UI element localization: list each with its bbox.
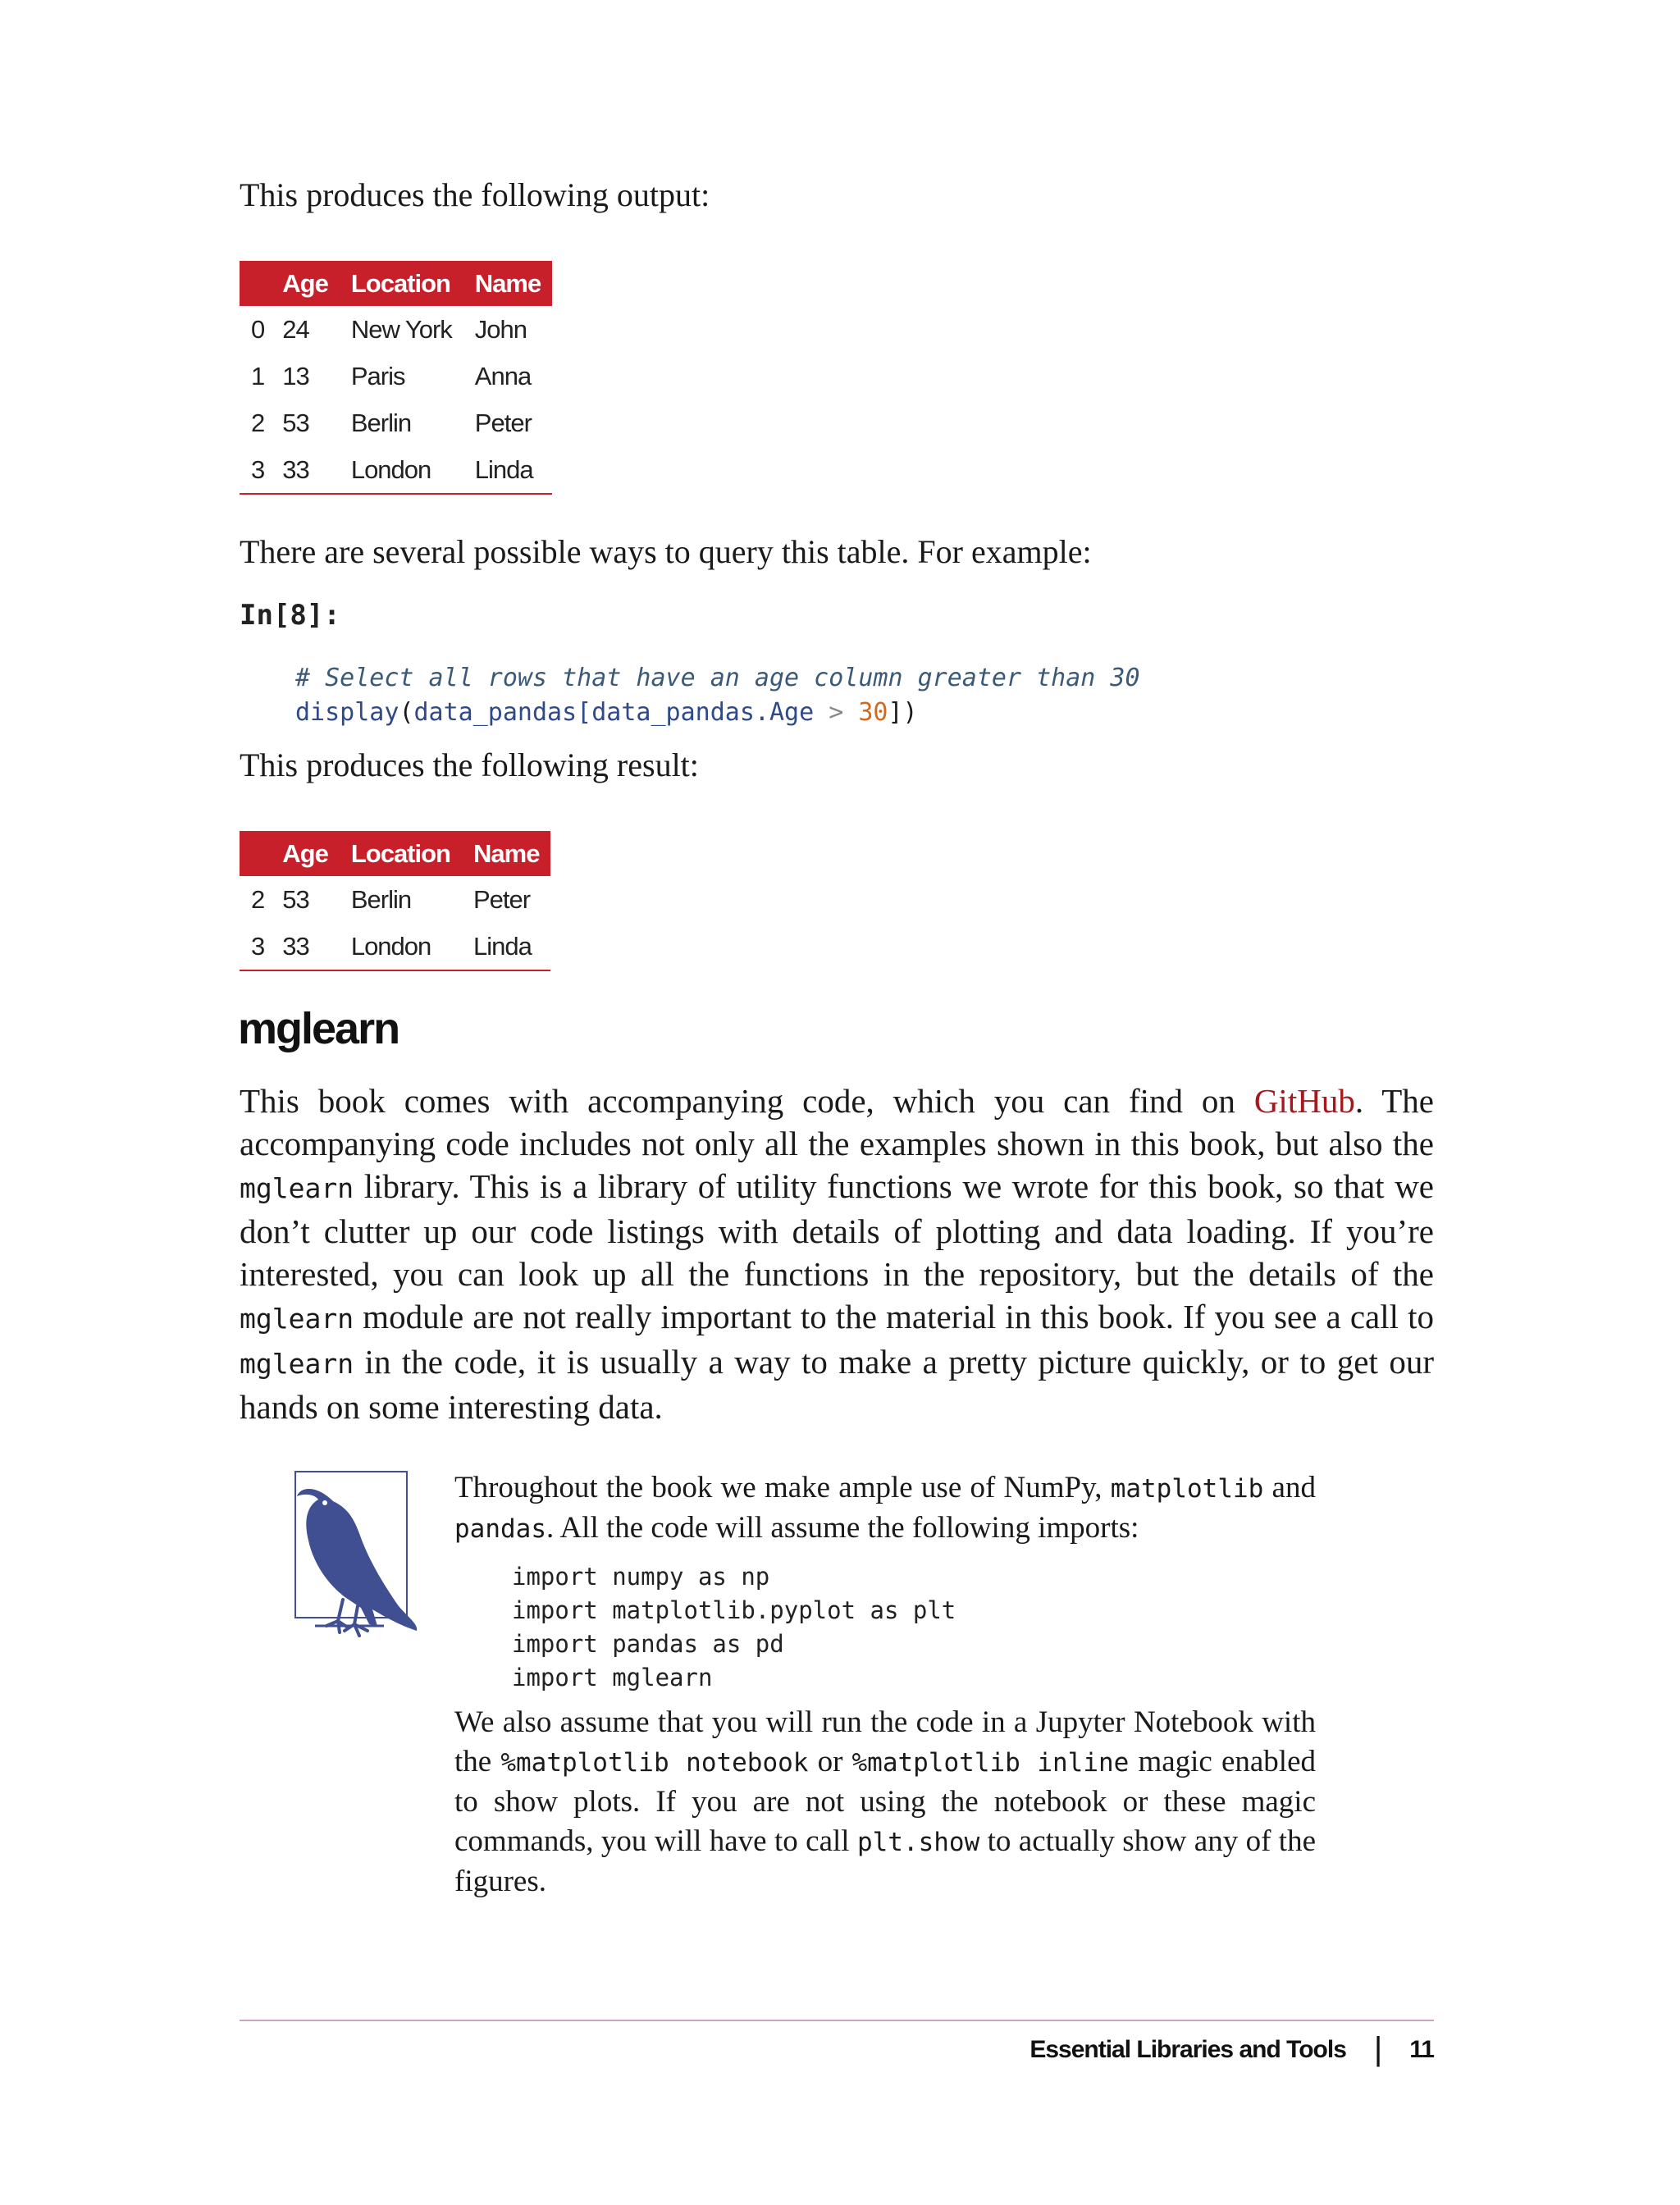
age-cell: 53 bbox=[282, 884, 309, 914]
table-row bbox=[240, 399, 552, 446]
page-footer bbox=[1029, 2031, 1434, 2068]
table-header-row bbox=[240, 831, 550, 876]
paragraph-text: in the code, it is usually a way to make a pretty picture quickly, or to get our hands on some interesting data. bbox=[240, 1343, 1434, 1426]
age-header: Age bbox=[271, 831, 340, 876]
import-line: import pandas as pd bbox=[512, 1630, 784, 1658]
inline-code: mglearn bbox=[240, 1172, 354, 1204]
dataframe-table-2 bbox=[240, 831, 550, 971]
dataframe-table-1 bbox=[240, 261, 552, 495]
row-index: 3 bbox=[240, 446, 271, 494]
note-text: to actually show any of the figures. bbox=[454, 1824, 1316, 1898]
note-text: We also assume that you will run the code in a Jupyter Notebook with the bbox=[454, 1705, 1316, 1778]
location-cell: New York bbox=[350, 314, 452, 344]
inline-code: mglearn bbox=[240, 1303, 354, 1335]
location-cell: Berlin bbox=[350, 408, 412, 437]
location-cell: London bbox=[340, 923, 462, 970]
page-number: 11 bbox=[1409, 2035, 1434, 2063]
table-row bbox=[240, 306, 552, 353]
table-row bbox=[240, 923, 550, 970]
location-header: Location bbox=[340, 261, 463, 306]
inline-code: pandas bbox=[454, 1514, 546, 1544]
code-close: ]) bbox=[888, 698, 918, 727]
table-row bbox=[240, 446, 552, 494]
github-link[interactable]: GitHub bbox=[1253, 1082, 1355, 1120]
age-cell: 53 bbox=[282, 408, 309, 437]
row-index: 2 bbox=[251, 408, 265, 437]
intro-output-text: This produces the following output: bbox=[240, 176, 710, 213]
table-row bbox=[240, 353, 552, 399]
age-cell: 24 bbox=[282, 314, 309, 344]
note-text: or bbox=[808, 1745, 852, 1778]
row-index: 2 bbox=[251, 884, 265, 914]
location-cell: Paris bbox=[350, 361, 405, 390]
row-index: 0 bbox=[251, 314, 265, 344]
section-heading: mglearn bbox=[238, 1004, 399, 1053]
note-paragraph-2 bbox=[454, 1703, 1316, 1901]
query-intro-text: There are several possible ways to query this table. For example: bbox=[240, 533, 1092, 570]
import-line: import mglearn bbox=[512, 1664, 713, 1691]
code-function: display bbox=[295, 698, 399, 727]
note-text: and bbox=[1263, 1471, 1316, 1504]
name-cell: Anna bbox=[474, 361, 532, 390]
note-box bbox=[454, 1468, 1316, 1901]
index-header bbox=[240, 831, 271, 876]
footer-rule bbox=[240, 2020, 1434, 2021]
code-number: 30 bbox=[858, 698, 888, 727]
paragraph-text: This book comes with accompanying code, which you can find on bbox=[240, 1082, 1254, 1120]
table-header-row bbox=[240, 261, 552, 306]
index-header bbox=[240, 261, 271, 306]
bird-icon bbox=[294, 1470, 425, 1642]
note-text: Throughout the book we make ample use of NumPy, bbox=[454, 1471, 1111, 1504]
row-index: 3 bbox=[240, 923, 271, 970]
paragraph-text: library. This is a library of utility functions we wrote for this book, so that we don’t clutter up our code listings with details of plotting and data loading. If you’re interested, you can look up all the functions in the repository, but the details of the bbox=[240, 1167, 1434, 1293]
age-cell: 33 bbox=[271, 923, 340, 970]
table-row bbox=[240, 876, 550, 923]
footer-title: Essential Libraries and Tools bbox=[1029, 2035, 1346, 2063]
location-cell: London bbox=[340, 446, 463, 494]
cell-prompt: In[8]: bbox=[240, 599, 340, 632]
name-header: Name bbox=[463, 261, 552, 306]
inline-code: mglearn bbox=[240, 1348, 354, 1380]
row-index: 1 bbox=[251, 361, 265, 390]
code-block bbox=[295, 661, 1140, 730]
inline-code: %matplotlib inline bbox=[851, 1748, 1130, 1778]
inline-code: matplotlib bbox=[1110, 1474, 1264, 1504]
inline-code: plt.show bbox=[856, 1828, 980, 1857]
age-cell: 33 bbox=[271, 446, 340, 494]
code-expression: data_pandas[data_pandas.Age bbox=[413, 698, 815, 727]
section-paragraph bbox=[240, 1080, 1434, 1428]
age-cell: 13 bbox=[282, 361, 309, 390]
code-comment: # Select all rows that have an age column greater than 30 bbox=[295, 664, 1140, 692]
age-header: Age bbox=[271, 261, 340, 306]
name-cell: Peter bbox=[474, 408, 532, 437]
footer-separator: | bbox=[1373, 2031, 1382, 2067]
inline-code: %matplotlib notebook bbox=[500, 1748, 809, 1778]
note-paragraph-1 bbox=[454, 1468, 1316, 1549]
location-cell: Berlin bbox=[350, 884, 412, 914]
code-operator: > bbox=[814, 698, 859, 727]
note-text: . All the code will assume the following imports: bbox=[546, 1511, 1139, 1545]
name-cell: Linda bbox=[462, 923, 550, 970]
name-header: Name bbox=[462, 831, 550, 876]
paragraph-text: module are not really important to the material in this book. If you see a call to bbox=[354, 1298, 1434, 1335]
name-cell: Peter bbox=[473, 884, 531, 914]
name-cell: Linda bbox=[463, 446, 552, 494]
code-paren: ( bbox=[399, 698, 414, 727]
name-cell: John bbox=[474, 314, 527, 344]
import-line: import matplotlib.pyplot as plt bbox=[512, 1596, 956, 1624]
imports-code-block bbox=[512, 1560, 1316, 1695]
paragraph-text: . The accompanying code includes not only all the examples shown in this book, but also the bbox=[240, 1082, 1434, 1162]
location-header: Location bbox=[340, 831, 462, 876]
import-line: import numpy as np bbox=[512, 1563, 770, 1591]
result-intro-text: This produces the following result: bbox=[240, 746, 699, 783]
note-text: magic enabled to show plots. If you are not using the notebook or these magic commands, you will have to call bbox=[454, 1745, 1317, 1858]
